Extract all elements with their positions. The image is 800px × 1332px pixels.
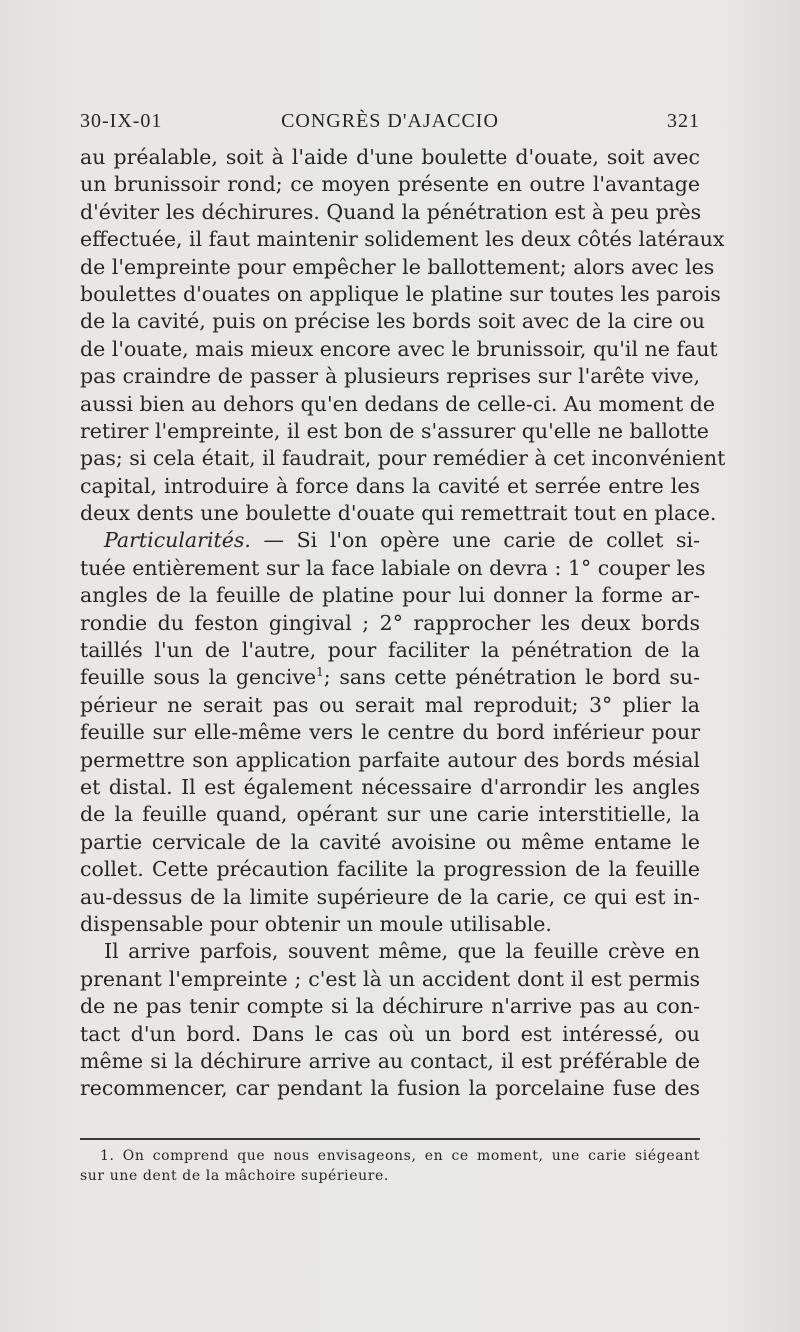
text-line: retirer l'empreinte, il est bon de s'assurer qu'elle ne ballotte bbox=[80, 418, 709, 443]
text-line: même si la déchirure arrive au contact, il est préférable de bbox=[80, 1048, 700, 1073]
text-line: rondie du feston gingival ; 2° rapprocher les deux bords bbox=[80, 610, 700, 635]
header-date: 30-IX-01 bbox=[80, 110, 163, 132]
text-line: partie cervicale de la cavité avoisine ou même entame le bbox=[80, 829, 700, 854]
running-header bbox=[80, 110, 700, 140]
text-line: au-dessus de la limite supérieure de la carie, ce qui est in- bbox=[80, 884, 700, 909]
text-line-rest: ; sans cette pénétration le bord su- bbox=[323, 665, 700, 690]
text-line: de la cavité, puis on précise les bords soit avec de la cire ou bbox=[80, 309, 705, 334]
text-line: taillés l'un de l'autre, pour faciliter la pénétration de la bbox=[80, 638, 700, 663]
text-line: tuée entièrement sur la face labiale on devra : 1° couper les bbox=[80, 555, 706, 580]
footnote-line: sur une dent de la mâchoire supérieure. bbox=[80, 1168, 389, 1184]
text-line: périeur ne serait pas ou serait mal reproduit; 3° plier la bbox=[80, 692, 700, 717]
body-text bbox=[80, 144, 726, 1103]
text-line: permettre son application parfaite autour des bords mésial bbox=[80, 747, 700, 772]
text-line: tact d'un bord. Dans le cas où un bord est intéressé, ou bbox=[80, 1021, 700, 1046]
footnote-line: 1. On comprend que nous envisageons, en ce moment, une carie siégeant bbox=[100, 1148, 700, 1164]
text-line: et distal. Il est également nécessaire d'arrondir les angles bbox=[80, 774, 700, 799]
text-line: prenant l'empreinte ; c'est là un accident dont il est permis bbox=[80, 966, 700, 991]
text-line: de la feuille quand, opérant sur une carie interstitielle, la bbox=[80, 802, 700, 827]
text-line-rest: — Si l'on opère une carie de collet si- bbox=[250, 528, 700, 553]
text-line: capital, introduire à force dans la cavité et serrée entre les bbox=[80, 473, 700, 498]
text-line: un brunissoir rond; ce moyen présente en outre l'avantage bbox=[80, 172, 700, 197]
text-line bbox=[80, 664, 700, 691]
text-line: de l'ouate, mais mieux encore avec le brunissoir, qu'il ne faut bbox=[80, 336, 718, 361]
text-line bbox=[80, 527, 700, 554]
text-line: de ne pas tenir compte si la déchirure n'arrive pas au con- bbox=[80, 994, 700, 1019]
text-line-start: feuille sous la gencive bbox=[80, 665, 317, 690]
text-line: collet. Cette précaution facilite la progression de la feuille bbox=[80, 857, 700, 882]
footnote-divider bbox=[80, 1138, 700, 1140]
text-line: de l'empreinte pour empêcher le ballottement; alors avec les bbox=[80, 254, 715, 279]
text-line: Il arrive parfois, souvent même, que la feuille crève en bbox=[104, 939, 700, 964]
text-line: feuille sur elle-même vers le centre du bord inférieur pour bbox=[80, 720, 700, 745]
text-line: angles de la feuille de platine pour lui donner la forme ar- bbox=[80, 583, 700, 608]
page-number: 321 bbox=[667, 110, 700, 132]
text-line: deux dents une boulette d'ouate qui remettrait tout en place. bbox=[80, 501, 717, 526]
text-line: pas craindre de passer à plusieurs reprises sur l'arête vive, bbox=[80, 364, 700, 389]
section-heading-particularites: Particularités. bbox=[104, 528, 251, 553]
text-line: dispensable pour obtenir un moule utilisable. bbox=[80, 911, 552, 936]
text-line: pas; si cela était, il faudrait, pour remédier à cet inconvénient bbox=[80, 446, 726, 471]
footnote-marker: 1 bbox=[316, 665, 324, 680]
text-line: d'éviter les déchirures. Quand la pénétration est à peu près bbox=[80, 199, 702, 224]
footnote bbox=[80, 1146, 700, 1186]
text-line: recommencer, car pendant la fusion la porcelaine fuse des bbox=[80, 1076, 700, 1101]
text-line: au préalable, soit à l'aide d'une boulette d'ouate, soit avec bbox=[80, 145, 700, 169]
header-title: CONGRÈS D'AJACCIO bbox=[281, 110, 499, 132]
text-line: aussi bien au dehors qu'en dedans de celle-ci. Au moment de bbox=[80, 391, 716, 416]
text-line: effectuée, il faut maintenir solidement les deux côtés latéraux bbox=[80, 227, 725, 252]
text-line: boulettes d'ouates on applique le platine sur toutes les parois bbox=[80, 281, 721, 306]
